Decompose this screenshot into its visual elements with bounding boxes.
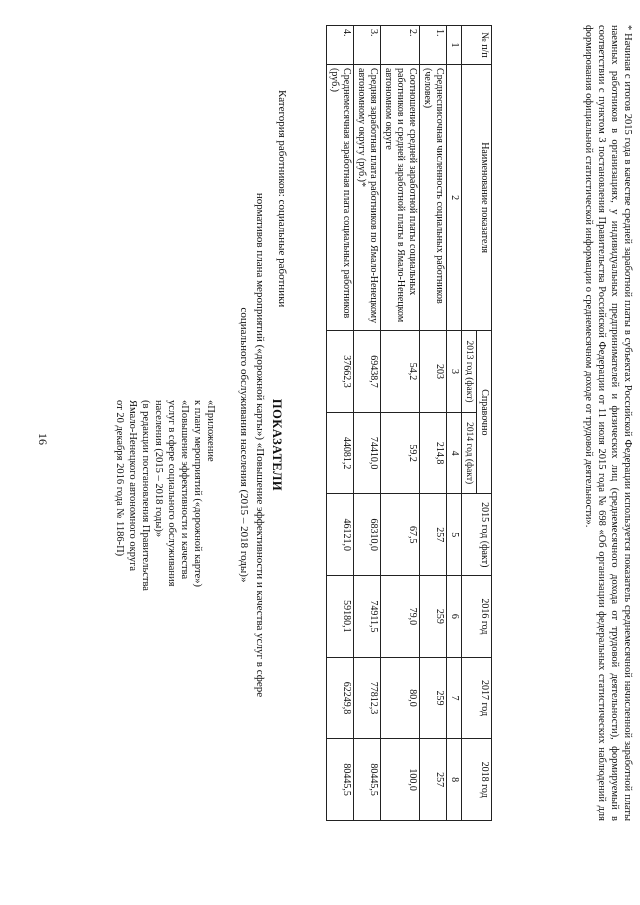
header-2015: 2015 год (факт)	[462, 494, 492, 576]
index-cell: 7	[447, 657, 462, 739]
row-value: 80,0	[381, 657, 420, 739]
appendix-line: (в редакции постановления Правительства	[140, 400, 151, 591]
row-value: 80445,5	[354, 739, 381, 821]
row-value: 79,0	[381, 576, 420, 658]
row-num: 3.	[354, 26, 381, 65]
row-name: Среднемесячная заработная плата социальных работников (руб.)	[327, 65, 354, 331]
table-row	[354, 26, 381, 821]
row-value: 59,2	[381, 412, 420, 494]
index-cell: 4	[447, 412, 462, 494]
heading-title: ПОКАЗАТЕЛИ	[270, 398, 284, 492]
appendix-line: населения (2015 – 2018 годы)»	[153, 400, 164, 538]
table-index-row	[447, 26, 462, 821]
row-value: 59180,1	[327, 576, 354, 658]
table-row	[420, 26, 447, 821]
row-value: 203	[420, 331, 447, 413]
row-value: 214,8	[420, 412, 447, 494]
row-value: 44081,2	[327, 412, 354, 494]
row-num: 1.	[420, 26, 447, 65]
row-value: 74410,0	[354, 412, 381, 494]
row-value: 54,2	[381, 331, 420, 413]
appendix-title: «Приложение	[205, 400, 216, 462]
header-2017: 2017 год	[462, 657, 492, 739]
index-cell: 3	[447, 331, 462, 413]
row-value: 46121,0	[327, 494, 354, 576]
index-cell: 6	[447, 576, 462, 658]
row-value: 68310,0	[354, 494, 381, 576]
row-value: 259	[420, 576, 447, 658]
appendix-block	[113, 400, 217, 700]
row-value: 100,0	[381, 739, 420, 821]
row-value: 259	[420, 657, 447, 739]
row-value: 257	[420, 494, 447, 576]
table-row	[381, 26, 420, 821]
row-num: 2.	[381, 26, 420, 65]
row-value: 37662,3	[327, 331, 354, 413]
header-2018: 2018 год	[462, 739, 492, 821]
worker-category: Категория работников: социальные работники	[276, 90, 288, 308]
row-value: 74911,5	[354, 576, 381, 658]
appendix-line: к плану мероприятий («дорожной карте»)	[192, 400, 203, 587]
table-row	[327, 26, 354, 821]
row-name: Среднесписочная численность социальных работников (человек)	[420, 65, 447, 331]
heading-subtitle-1: нормативов плана мероприятий («дорожной карты») «Повышение эффективности и качества услуг в сфере	[254, 192, 266, 698]
header-name: Наименование показателя	[462, 65, 492, 331]
row-num: 4.	[327, 26, 354, 65]
row-value: 67,5	[381, 494, 420, 576]
index-cell: 8	[447, 739, 462, 821]
header-2016: 2016 год	[462, 576, 492, 658]
appendix-line: Ямало-Ненецкого автономного округа	[127, 400, 138, 572]
footnote: * Начиная с итогов 2015 года в качестве средней заработной платы в субъектах Российской Федерации используется показатель среднемесячной начисленной заработной платы наемных работников в организациях, у индивидуальных предпринимателей и физических лиц (среднемесячного дохода от трудовой деятельности), формируемый в соответствии с пунктом 3 постановления Правительства Российской Федерации от 11 июля 2015 года № 698 «Об организации федеральных статистических наблюдений для формирования официальной статистической информации о среднемесячном доходе от трудовой деятельности».	[583, 25, 633, 821]
header-2014: 2014 год (факт)	[462, 412, 477, 494]
row-name: Средняя заработная плата работников по Ямало-Ненецкому автономному округу (руб.)*	[354, 65, 381, 331]
header-2013: 2013 год (факт)	[462, 331, 477, 413]
header-reference: Справочно	[477, 331, 492, 494]
table-header-row	[477, 26, 492, 821]
index-cell: 5	[447, 494, 462, 576]
row-value: 69438,7	[354, 331, 381, 413]
header-num: № п/п	[462, 26, 492, 65]
row-value: 62249,8	[327, 657, 354, 739]
page-number: 16	[36, 433, 50, 445]
row-value: 77812,3	[354, 657, 381, 739]
row-value: 257	[420, 739, 447, 821]
row-name: Соотношение средней заработной платы социальных работников и средней заработной платы в Ямало-Ненецком автономном округе	[381, 65, 420, 331]
indicators-table	[326, 25, 492, 821]
appendix-line: услуг в сфере социального обслуживания	[166, 400, 177, 587]
appendix-line: «Повышение эффективности и качества	[179, 400, 190, 580]
index-cell: 1	[447, 26, 462, 65]
index-cell: 2	[447, 65, 462, 331]
row-value: 80445,5	[327, 739, 354, 821]
heading-subtitle-2: социального обслуживания населения (2015 – 2018 годы)»	[238, 307, 250, 583]
appendix-line: от 20 декабря 2016 года № 1186-П)	[114, 400, 125, 557]
